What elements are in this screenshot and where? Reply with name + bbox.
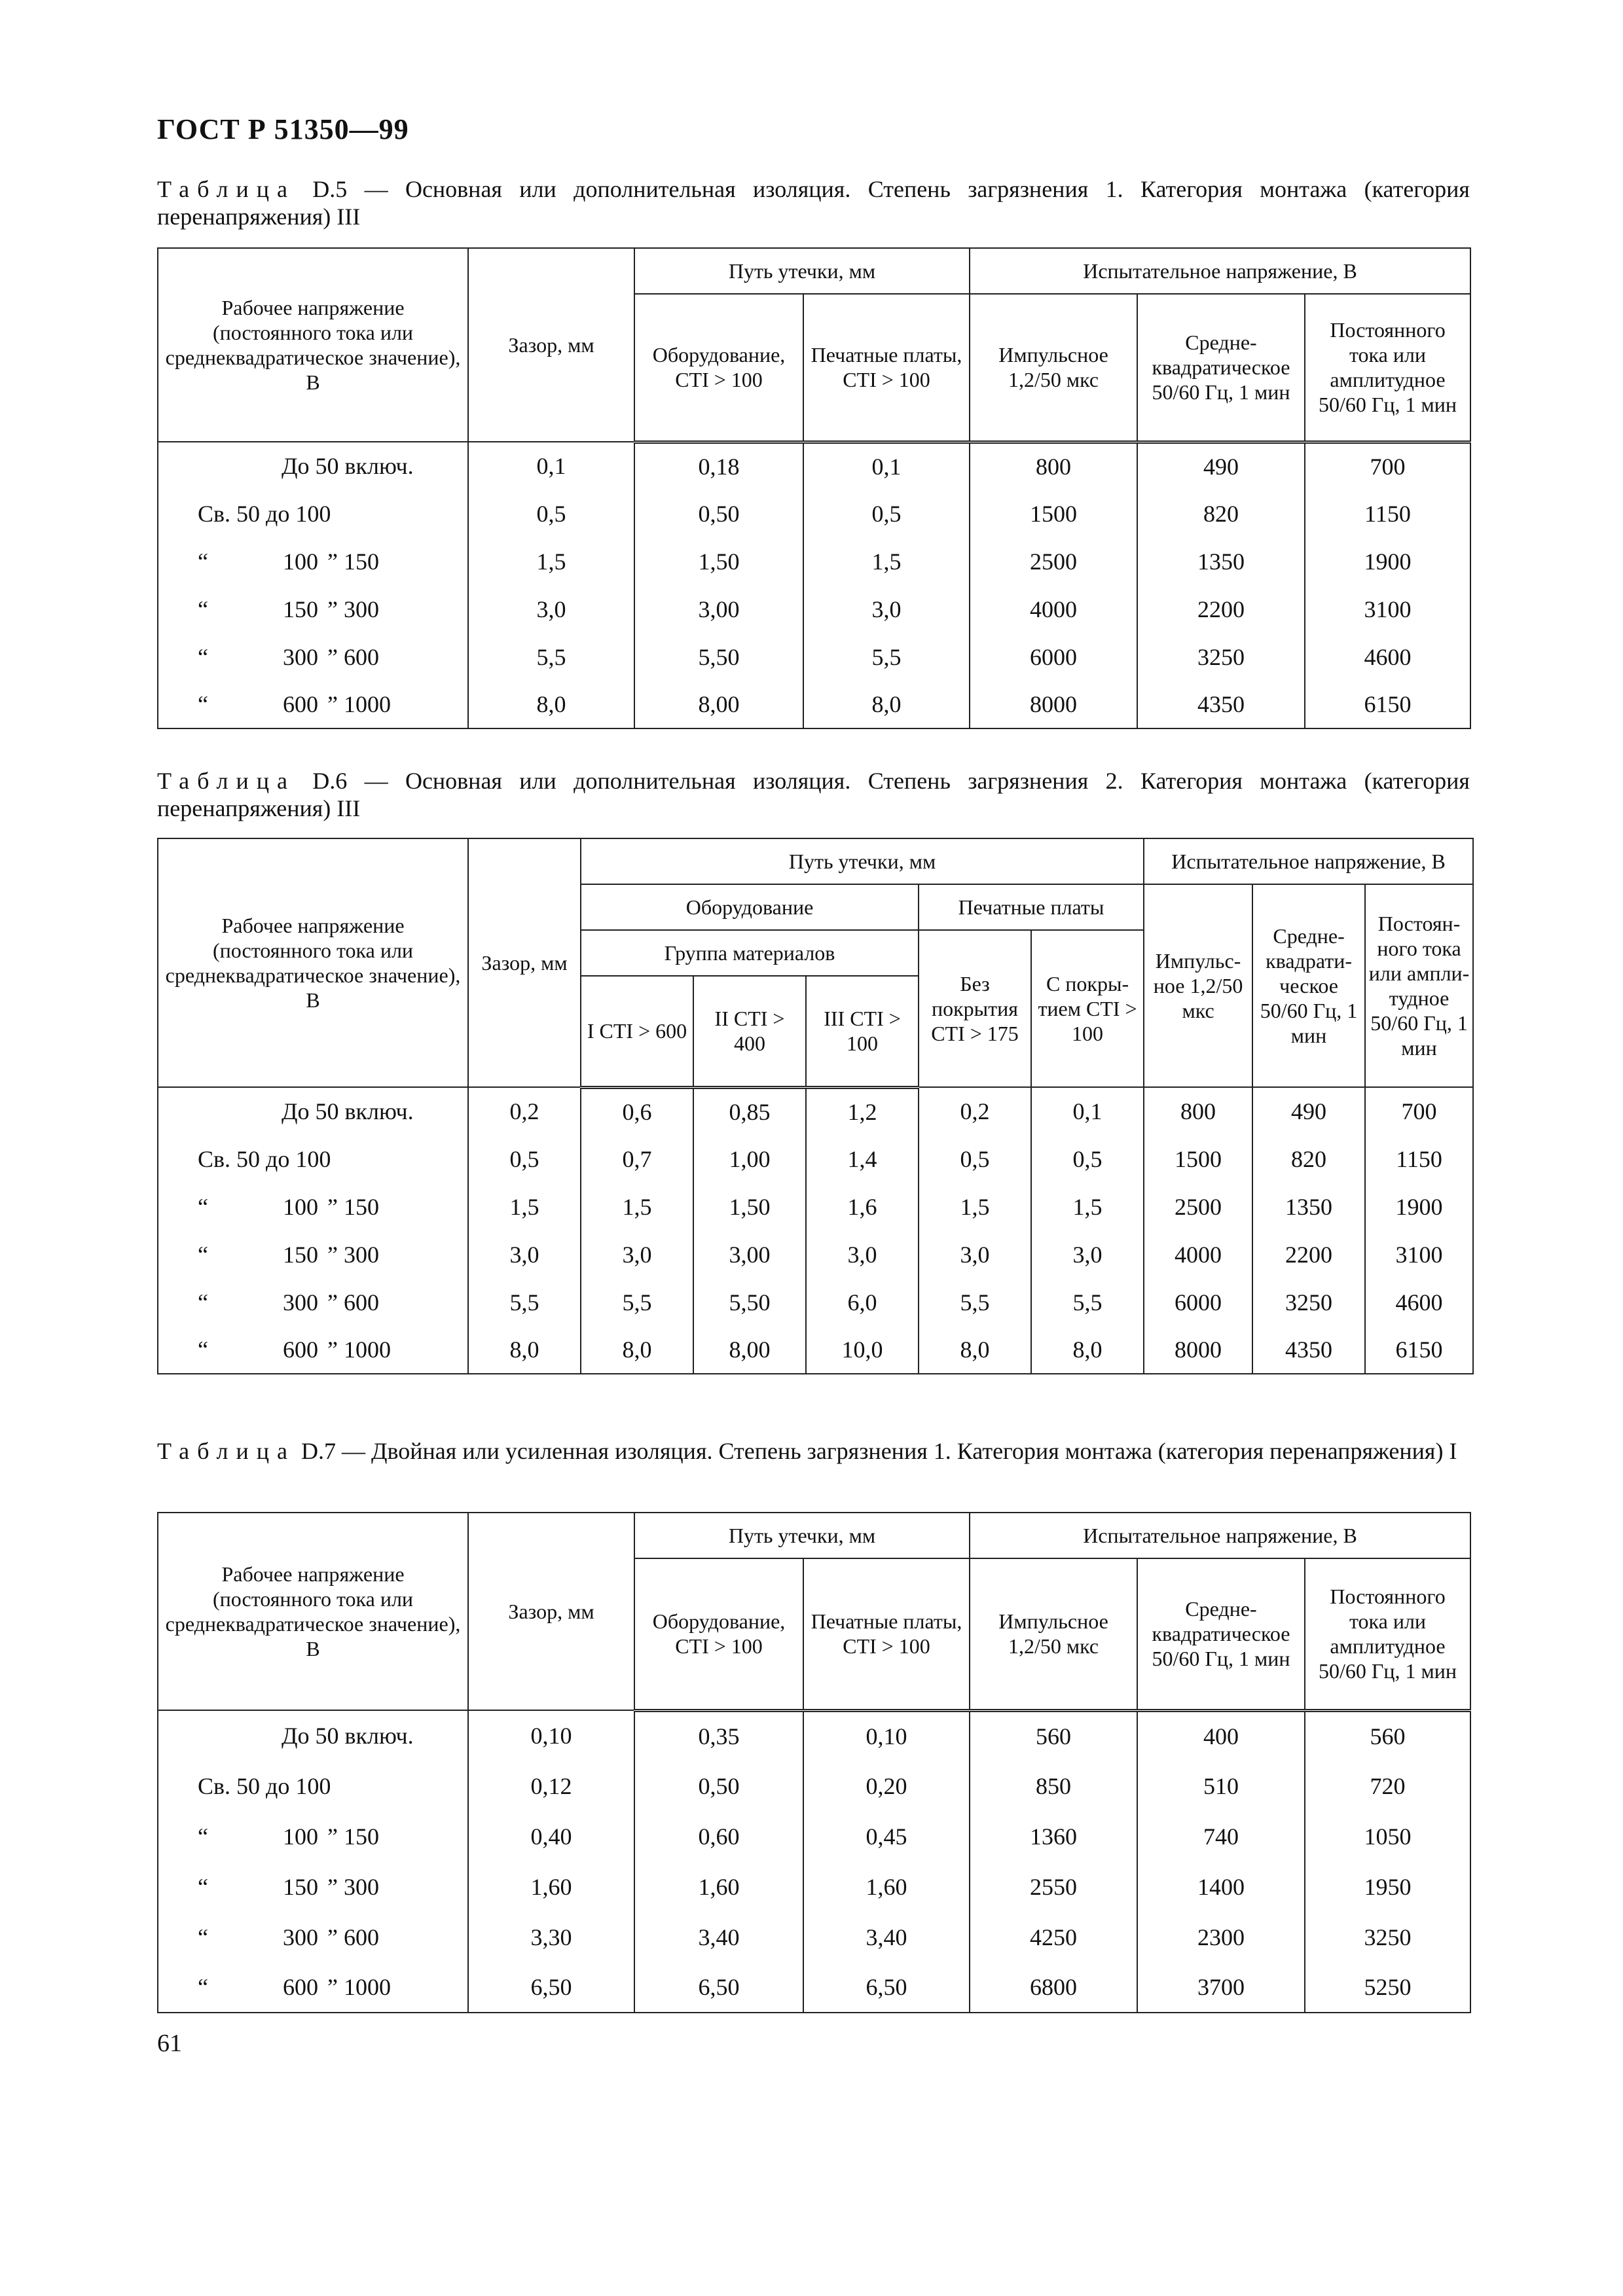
value-cell: 0,7 (581, 1135, 693, 1183)
header-rms: Средне-квадратическое 50/60 Гц, 1 мин (1137, 1558, 1305, 1710)
value-cell: 0,1 (803, 442, 970, 490)
value-cell: 3,0 (1031, 1230, 1144, 1278)
caption-text: D.6 — Основная или дополнительная изоляция. Степень загрязнения 2. Категория монтажа (категория перенапряжения) III (157, 768, 1470, 821)
voltage-range-cell (158, 1710, 468, 1761)
voltage-range-part: ” 150 (327, 1193, 379, 1220)
table-row (158, 1135, 1473, 1183)
table-d7-caption (157, 1437, 1470, 1465)
value-cell: 1350 (1252, 1183, 1365, 1230)
header-dc: Постоян-ного тока или ампли-тудное 50/60 Гц, 1 мин (1365, 884, 1473, 1087)
value-cell: 3,30 (468, 1912, 634, 1962)
voltage-range-part: “ (198, 1289, 208, 1316)
value-cell: 0,5 (803, 490, 970, 537)
value-cell: 560 (970, 1710, 1137, 1761)
value-cell: 0,35 (634, 1710, 803, 1761)
voltage-range-cell (158, 1230, 468, 1278)
voltage-range-part: 150 (283, 1873, 318, 1900)
value-cell: 10,0 (806, 1326, 919, 1374)
value-cell: 8,00 (634, 681, 803, 728)
table-row (158, 1183, 1473, 1230)
table-row (158, 1861, 1470, 1912)
header-pcb: Печатные платы, CTI > 100 (803, 1558, 970, 1710)
value-cell: 3,0 (468, 1230, 581, 1278)
value-cell: 3250 (1137, 633, 1305, 681)
table-row (158, 585, 1470, 633)
value-cell: 3,00 (693, 1230, 806, 1278)
value-cell: 4350 (1252, 1326, 1365, 1374)
page-number: 61 (157, 2030, 182, 2057)
table-row (158, 1087, 1473, 1135)
value-cell: 1150 (1365, 1135, 1473, 1183)
voltage-range-cell (158, 1183, 468, 1230)
voltage-range-part: 100 (283, 1823, 318, 1850)
value-cell: 510 (1137, 1761, 1305, 1811)
value-cell: 4000 (970, 585, 1137, 633)
table-row (158, 1230, 1473, 1278)
voltage-range-part: 600 (283, 1336, 318, 1363)
value-cell: 1,60 (468, 1861, 634, 1912)
voltage-range-cell (158, 1861, 468, 1912)
value-cell: 2200 (1137, 585, 1305, 633)
header-rms: Средне-квадратическое 50/60 Гц, 1 мин (1137, 294, 1305, 442)
table-row (158, 1326, 1473, 1374)
header-pcb-uncoated: Без покрытия CTI > 175 (919, 930, 1031, 1087)
header-test-voltage: Испытательное напряжение, В (970, 1513, 1470, 1558)
voltage-range-part: 300 (283, 643, 318, 670)
caption-lead: Таблица (157, 1438, 295, 1464)
header-impulse: Импульс-ное 1,2/50 мкс (1144, 884, 1252, 1087)
header-pcb: Печатные платы, CTI > 100 (803, 294, 970, 442)
value-cell: 490 (1252, 1087, 1365, 1135)
value-cell: 4350 (1137, 681, 1305, 728)
table-row (158, 442, 1470, 490)
value-cell: 3250 (1305, 1912, 1470, 1962)
value-cell: 6150 (1365, 1326, 1473, 1374)
value-cell: 0,10 (468, 1710, 634, 1761)
table-row (158, 537, 1470, 585)
value-cell: 2550 (970, 1861, 1137, 1912)
voltage-range-cell (158, 633, 468, 681)
voltage-range-part: ” 600 (327, 1289, 379, 1316)
value-cell: 4600 (1365, 1278, 1473, 1326)
table-row (158, 1761, 1470, 1811)
value-cell: 0,12 (468, 1761, 634, 1811)
value-cell: 0,2 (919, 1087, 1031, 1135)
voltage-range-label: До 50 включ. (282, 1723, 414, 1749)
value-cell: 1,60 (803, 1861, 970, 1912)
voltage-range-cell (158, 1761, 468, 1811)
voltage-range-part: ” 1000 (327, 1974, 391, 2000)
caption-text: D.7 — Двойная или усиленная изоляция. Степень загрязнения 1. Категория монтажа (категория перенапряжения) I (295, 1438, 1457, 1464)
voltage-range-part: “ (198, 691, 208, 717)
voltage-range-cell (158, 1135, 468, 1183)
value-cell: 0,18 (634, 442, 803, 490)
value-cell: 0,2 (468, 1087, 581, 1135)
voltage-range-cell (158, 1278, 468, 1326)
value-cell: 1,5 (803, 537, 970, 585)
header-equipment: Оборудование, CTI > 100 (634, 294, 803, 442)
value-cell: 4250 (970, 1912, 1137, 1962)
value-cell: 2500 (1144, 1183, 1252, 1230)
header-equipment: Оборудование, CTI > 100 (634, 1558, 803, 1710)
header-test-voltage: Испытательное напряжение, В (970, 248, 1470, 294)
voltage-range-part: “ (198, 596, 208, 622)
caption-text: D.5 — Основная или дополнительная изоляция. Степень загрязнения 1. Категория монтажа (категория перенапряжения) III (157, 176, 1470, 230)
value-cell: 800 (1144, 1087, 1252, 1135)
value-cell: 850 (970, 1761, 1137, 1811)
value-cell: 2300 (1137, 1912, 1305, 1962)
header-group-1: I CTI > 600 (581, 976, 693, 1087)
value-cell: 3,40 (803, 1912, 970, 1962)
value-cell: 8,0 (1031, 1326, 1144, 1374)
voltage-range-part: 300 (283, 1924, 318, 1950)
value-cell: 0,5 (468, 490, 634, 537)
value-cell: 3,40 (634, 1912, 803, 1962)
value-cell: 0,85 (693, 1087, 806, 1135)
value-cell: 5,50 (693, 1278, 806, 1326)
value-cell: 400 (1137, 1710, 1305, 1761)
value-cell: 5,5 (919, 1278, 1031, 1326)
voltage-range-part: ” 600 (327, 643, 379, 670)
value-cell: 8,0 (468, 1326, 581, 1374)
document-header: ГОСТ Р 51350—99 (157, 113, 409, 145)
header-working-voltage: Рабочее напряжение (постоянного тока или среднеквадратическое значение), В (158, 838, 468, 1087)
value-cell: 8,0 (581, 1326, 693, 1374)
value-cell: 0,45 (803, 1811, 970, 1861)
value-cell: 0,60 (634, 1811, 803, 1861)
value-cell: 5,5 (1031, 1278, 1144, 1326)
value-cell: 0,1 (1031, 1087, 1144, 1135)
header-equipment: Оборудование (581, 884, 919, 930)
table-row (158, 490, 1470, 537)
value-cell: 1350 (1137, 537, 1305, 585)
value-cell: 490 (1137, 442, 1305, 490)
header-working-voltage: Рабочее напряжение (постоянного тока или среднеквадратическое значение), В (158, 248, 468, 442)
value-cell: 8,0 (468, 681, 634, 728)
header-creepage: Путь утечки, мм (634, 248, 970, 294)
value-cell: 1,2 (806, 1087, 919, 1135)
header-pcb-coated: С покры-тием CTI > 100 (1031, 930, 1144, 1087)
value-cell: 1,5 (468, 537, 634, 585)
voltage-range-part: ” 1000 (327, 1336, 391, 1363)
value-cell: 5,5 (581, 1278, 693, 1326)
voltage-range-cell (158, 585, 468, 633)
header-material-group: Группа материалов (581, 930, 919, 976)
header-clearance: Зазор, мм (468, 838, 581, 1087)
value-cell: 8,00 (693, 1326, 806, 1374)
voltage-range-part: 150 (283, 1241, 318, 1268)
value-cell: 820 (1137, 490, 1305, 537)
voltage-range-cell (158, 1811, 468, 1861)
value-cell: 1,5 (468, 1183, 581, 1230)
voltage-range-part: 600 (283, 691, 318, 717)
voltage-range-cell (158, 1912, 468, 1962)
voltage-range-label: Св. 50 до 100 (198, 1772, 331, 1799)
caption-lead: Таблица (157, 176, 295, 202)
value-cell: 1,5 (919, 1183, 1031, 1230)
voltage-range-part: ” 150 (327, 1823, 379, 1850)
header-creepage: Путь утечки, мм (634, 1513, 970, 1558)
voltage-range-part: 150 (283, 596, 318, 622)
value-cell: 0,5 (1031, 1135, 1144, 1183)
value-cell: 1050 (1305, 1811, 1470, 1861)
value-cell: 0,6 (581, 1087, 693, 1135)
value-cell: 5,5 (803, 633, 970, 681)
value-cell: 0,5 (919, 1135, 1031, 1183)
value-cell: 3700 (1137, 1962, 1305, 2013)
value-cell: 740 (1137, 1811, 1305, 1861)
value-cell: 700 (1365, 1087, 1473, 1135)
table-d7 (157, 1512, 1471, 2013)
voltage-range-part: ” 300 (327, 1873, 379, 1900)
voltage-range-part: “ (198, 1974, 208, 2000)
value-cell: 6000 (1144, 1278, 1252, 1326)
voltage-range-cell (158, 537, 468, 585)
value-cell: 8000 (970, 681, 1137, 728)
header-clearance: Зазор, мм (468, 1513, 634, 1710)
voltage-range-cell (158, 1087, 468, 1135)
header-working-voltage: Рабочее напряжение (постоянного тока или среднеквадратическое значение), В (158, 1513, 468, 1710)
value-cell: 800 (970, 442, 1137, 490)
value-cell: 560 (1305, 1710, 1470, 1761)
value-cell: 4000 (1144, 1230, 1252, 1278)
header-impulse: Импульсное 1,2/50 мкс (970, 1558, 1137, 1710)
value-cell: 1360 (970, 1811, 1137, 1861)
value-cell: 3250 (1252, 1278, 1365, 1326)
value-cell: 6,50 (803, 1962, 970, 2013)
value-cell: 0,5 (468, 1135, 581, 1183)
value-cell: 3100 (1365, 1230, 1473, 1278)
value-cell: 1,5 (1031, 1183, 1144, 1230)
value-cell: 1500 (1144, 1135, 1252, 1183)
header-test-voltage: Испытательное напряжение, В (1144, 838, 1473, 884)
voltage-range-cell (158, 681, 468, 728)
value-cell: 1500 (970, 490, 1137, 537)
voltage-range-part: ” 150 (327, 548, 379, 575)
value-cell: 4600 (1305, 633, 1470, 681)
voltage-range-cell (158, 1962, 468, 2013)
voltage-range-part: ” 300 (327, 1241, 379, 1268)
value-cell: 720 (1305, 1761, 1470, 1811)
voltage-range-part: “ (198, 1336, 208, 1363)
value-cell: 5,5 (468, 633, 634, 681)
table-row (158, 1278, 1473, 1326)
value-cell: 1400 (1137, 1861, 1305, 1912)
header-impulse: Импульсное 1,2/50 мкс (970, 294, 1137, 442)
value-cell: 6,50 (634, 1962, 803, 2013)
value-cell: 5250 (1305, 1962, 1470, 2013)
caption-lead: Таблица (157, 768, 295, 794)
header-rms: Средне-квадрати-ческое 50/60 Гц, 1 мин (1252, 884, 1365, 1087)
voltage-range-cell (158, 442, 468, 490)
value-cell: 820 (1252, 1135, 1365, 1183)
value-cell: 0,20 (803, 1761, 970, 1811)
value-cell: 2500 (970, 537, 1137, 585)
table-row (158, 633, 1470, 681)
value-cell: 6000 (970, 633, 1137, 681)
value-cell: 1,6 (806, 1183, 919, 1230)
value-cell: 700 (1305, 442, 1470, 490)
header-dc: Постоянного тока или амплитудное 50/60 Гц, 1 мин (1305, 294, 1470, 442)
header-group-3: III CTI > 100 (806, 976, 919, 1087)
voltage-range-label: Св. 50 до 100 (198, 500, 331, 527)
value-cell: 1,50 (693, 1183, 806, 1230)
voltage-range-part: “ (198, 1823, 208, 1850)
voltage-range-part: “ (198, 1873, 208, 1900)
voltage-range-part: 100 (283, 548, 318, 575)
table-d5 (157, 247, 1471, 729)
voltage-range-part: ” 300 (327, 596, 379, 622)
table-d6-caption (157, 767, 1470, 822)
voltage-range-label: До 50 включ. (282, 1098, 414, 1124)
value-cell: 3,0 (581, 1230, 693, 1278)
header-creepage: Путь утечки, мм (581, 838, 1144, 884)
value-cell: 0,50 (634, 1761, 803, 1811)
value-cell: 8000 (1144, 1326, 1252, 1374)
value-cell: 8,0 (803, 681, 970, 728)
table-d5-caption (157, 175, 1470, 230)
voltage-range-label: Св. 50 до 100 (198, 1145, 331, 1172)
value-cell: 1,60 (634, 1861, 803, 1912)
value-cell: 0,10 (803, 1710, 970, 1761)
value-cell: 1900 (1305, 537, 1470, 585)
header-dc: Постоянного тока или амплитудное 50/60 Гц, 1 мин (1305, 1558, 1470, 1710)
value-cell: 6800 (970, 1962, 1137, 2013)
table-row (158, 1912, 1470, 1962)
voltage-range-cell (158, 1326, 468, 1374)
table-row (158, 681, 1470, 728)
value-cell: 1,5 (581, 1183, 693, 1230)
table-d6 (157, 838, 1474, 1374)
table-row (158, 1811, 1470, 1861)
value-cell: 3,00 (634, 585, 803, 633)
value-cell: 3,0 (803, 585, 970, 633)
header-clearance: Зазор, мм (468, 248, 634, 442)
voltage-range-part: ” 600 (327, 1924, 379, 1950)
value-cell: 6,0 (806, 1278, 919, 1326)
voltage-range-part: “ (198, 1193, 208, 1220)
table-row (158, 1962, 1470, 2013)
header-group-2: II CTI > 400 (693, 976, 806, 1087)
value-cell: 6150 (1305, 681, 1470, 728)
voltage-range-part: “ (198, 1241, 208, 1268)
voltage-range-label: До 50 включ. (282, 453, 414, 479)
value-cell: 3,0 (919, 1230, 1031, 1278)
value-cell: 6,50 (468, 1962, 634, 2013)
voltage-range-part: “ (198, 643, 208, 670)
value-cell: 1,00 (693, 1135, 806, 1183)
value-cell: 3100 (1305, 585, 1470, 633)
value-cell: 0,50 (634, 490, 803, 537)
value-cell: 5,50 (634, 633, 803, 681)
value-cell: 5,5 (468, 1278, 581, 1326)
value-cell: 1950 (1305, 1861, 1470, 1912)
voltage-range-part: 100 (283, 1193, 318, 1220)
voltage-range-part: 300 (283, 1289, 318, 1316)
header-pcb: Печатные платы (919, 884, 1144, 930)
value-cell: 2200 (1252, 1230, 1365, 1278)
value-cell: 1,50 (634, 537, 803, 585)
value-cell: 1900 (1365, 1183, 1473, 1230)
voltage-range-part: “ (198, 1924, 208, 1950)
value-cell: 1150 (1305, 490, 1470, 537)
value-cell: 3,0 (806, 1230, 919, 1278)
voltage-range-part: 600 (283, 1974, 318, 2000)
value-cell: 0,40 (468, 1811, 634, 1861)
value-cell: 3,0 (468, 585, 634, 633)
value-cell: 1,4 (806, 1135, 919, 1183)
value-cell: 8,0 (919, 1326, 1031, 1374)
voltage-range-part: ” 1000 (327, 691, 391, 717)
value-cell: 0,1 (468, 442, 634, 490)
voltage-range-cell (158, 490, 468, 537)
voltage-range-part: “ (198, 548, 208, 575)
table-row (158, 1710, 1470, 1761)
